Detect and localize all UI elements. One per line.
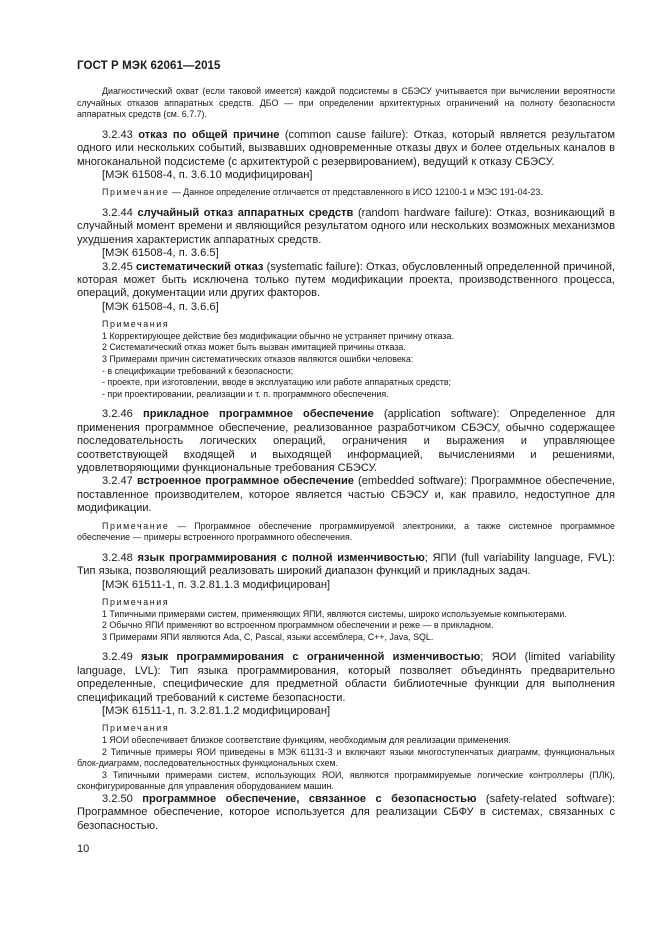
note-item: 2 Обычно ЯПИ применяют во встроенном программном обеспечении и реже — в прикладном. (102, 620, 494, 631)
clause-number: 3.2.47 (102, 475, 133, 488)
reference: [МЭК 61511-1, п. 3.2.81.1.2 модифицирован] (102, 705, 331, 718)
note-item: - проекте, при изготовлении, вводе в эксплуатацию или работе аппаратных средств; (102, 377, 452, 388)
note-item: 3 Типичными примерами систем, использующих ЯОИ, являются программируемые логические контроллеры (ПЛК), сконфигурированные для управления оборудованием машин. (77, 769, 615, 792)
notes-heading: Примечания (102, 597, 170, 608)
term: случайный отказ аппаратных средств (137, 207, 354, 219)
note-item: 1 Типичными примерами систем, применяющих ЯПИ, являются системы, широко используемые компьютерами. (102, 608, 567, 619)
note-item: 2 Систематический отказ может быть вызван имитацией причины отказа. (102, 342, 406, 353)
definition-text: (random hardware failure): Отказ, возникающий в случайный момент времени и являющийся результатом одного или нескольких возможных механизмов ухудшения характеристик аппаратных средств. (77, 207, 615, 246)
reference: [МЭК 61508-4, п. 3.6.10 модифицирован] (102, 169, 313, 181)
definition-text: ; ЯПИ (full variability language, FVL): Тип языка, позволяющий реализовать широкий диапазон функций и прикладных задач. (77, 551, 615, 578)
clause-number: 3.2.46 (102, 408, 133, 421)
note-item: - в спецификации требований к безопасности; (102, 365, 294, 376)
note-text: — Программное обеспечение программируемой электроники, а также системное программное обеспечение — примеры встроенного программного обеспечения. (77, 520, 615, 543)
term: язык программирования с ограниченной изменчивостью (141, 651, 481, 664)
note-label: Примечание (102, 187, 170, 198)
definition-3-2-48 (77, 552, 615, 579)
term: прикладное программное обеспечение (143, 408, 374, 421)
definition-3-2-47 (77, 475, 615, 515)
note (77, 521, 615, 544)
clause-number: 3.2.48 (102, 551, 133, 564)
clause-number: 3.2.43 (102, 128, 133, 141)
definition-text: (common cause failure): Отказ, который является результатом одного или нескольких событий, вызвавших одновременные отказы двух и более отдельных каналов в многоканальной подсистеме (с архитектурой с резервированием), ведущий к отказу СБЭСУ. (77, 128, 615, 168)
term: встроенное программное обеспечение (136, 475, 354, 488)
note (77, 187, 615, 199)
clause-number: 3.2.45 (102, 260, 133, 273)
clause-number: 3.2.50 (102, 793, 133, 806)
reference: [МЭК 61508-4, п. 3.6.6] (102, 300, 219, 313)
definition-text: (safety-related software): Программное обеспечение, которое используется для реализации СБФУ в системах, связанных с безопасностью. (77, 793, 615, 832)
definition-text: (systematic failure): Отказ, обусловленный определенной причиной, которая может быть исключена только путем модификации проекта, производственного процесса, операций, документации или других факторов. (77, 260, 615, 300)
definition-3-2-50 (77, 793, 615, 833)
definition-3-2-46 (77, 408, 615, 475)
definition-3-2-49 (77, 651, 615, 705)
page-number: 10 (77, 843, 90, 855)
clause-number: 3.2.49 (102, 651, 133, 664)
clause-number: 3.2.44 (102, 207, 133, 219)
definition-text: ; ЯОИ (limited variability language, LVL): Тип языка программирования, который позволяет объединять предварительно определенные, специфические для предметной области библиотечные функции для выполнения спецификаций требований к системе безопасности. (77, 651, 615, 704)
note-item: 2 Типичные примеры ЯОИ приведены в МЭК 61131-3 и включают языки многоступенчатых диаграмм, функциональных блок-диаграмм, последовательностных функциональных схем. (77, 746, 615, 769)
document-header: ГОСТ Р МЭК 62061—2015 (77, 60, 221, 72)
reference: [МЭК 61511-1, п. 3.2.81.1.3 модифицирован] (102, 578, 331, 591)
notes-heading: Примечания (102, 723, 170, 734)
definition-3-2-43 (77, 129, 615, 169)
note-item: 1 ЯОИ обеспечивает близкое соответствие функциям, необходимым для реализации применения. (102, 735, 511, 746)
term: программное обеспечение, связанное с безопасностью (142, 793, 477, 806)
note-text: — Данное определение отличается от представленного в ИСО 12100-1 и МЭС 191-04-23. (169, 187, 543, 198)
reference: [МЭК 61508-4, п. 3.6.5] (102, 247, 219, 260)
definition-3-2-45 (77, 261, 615, 301)
definition-3-2-44 (77, 207, 615, 247)
note-item: 3 Примерами причин систематических отказов являются ошибки человека: (102, 354, 414, 365)
definition-text: (embedded software): Программное обеспечение, поставленное производителем, которое является частью СБЭСУ и, как правило, недоступное для модификации. (77, 475, 615, 515)
note-item: 3 Примерами ЯПИ являются Ada, C, Pascal, языки ассемблера, C++, Java, SQL. (102, 631, 434, 642)
note-label: Примечание (102, 520, 170, 531)
definition-text: (application software): Определенное для применения программное обеспечение, реализованное разработчиком СБЭСУ, обычно содержащее последовательность логических операций, ограничения и выражения и управляющее соответствующей входящей и выходящей информацией, вычислениями и решениями, удовлетворяющими функциональные требования СБЭСУ. (77, 408, 615, 475)
term: отказ по общей причине (138, 128, 280, 141)
note-item: 1 Корректирующее действие без модификации обычно не устраняет причину отказа. (102, 330, 454, 341)
note-item: - при проектировании, реализации и т. п. программного обеспечения. (102, 388, 389, 399)
page-content (77, 86, 615, 833)
notes-heading: Примечания (102, 319, 170, 330)
intro-paragraph: Диагностический охват (если таковой имеется) каждой подсистемы в СБЭСУ учитывается при вычислении вероятности случайных отказов аппаратных средств. ДБО — при определении архитектурных ограничений на полноту безопасности аппаратных средств (см. 6.7.7). (77, 86, 615, 120)
term: систематический отказ (136, 260, 264, 273)
term: язык программирования с полной изменчивостью (137, 551, 425, 564)
